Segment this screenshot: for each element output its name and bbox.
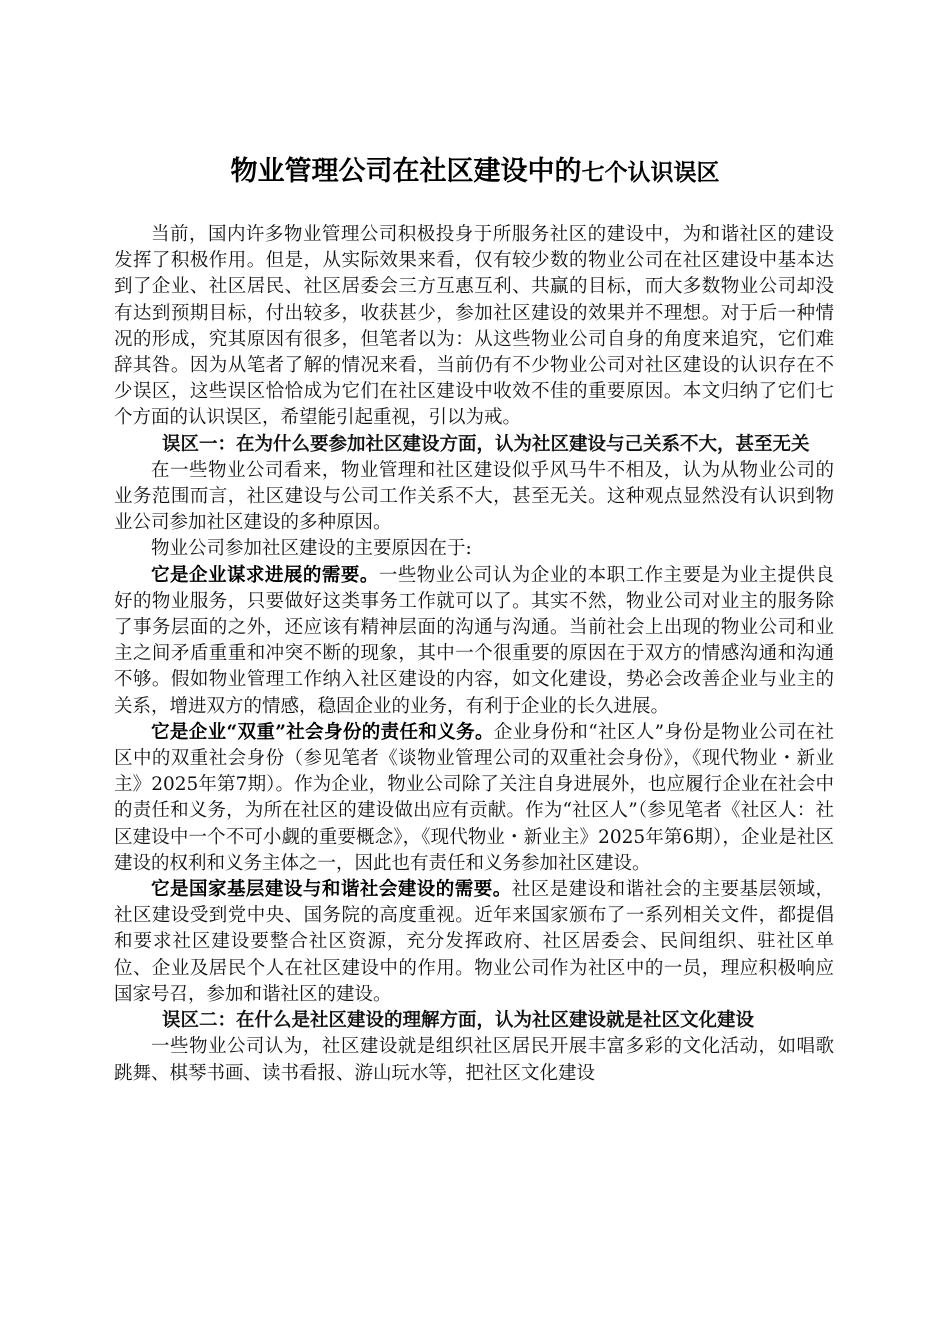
reason-lead-2: 它是企业“双重”社会身份的责任和义务。	[151, 721, 494, 743]
reason-paragraph-1	[114, 563, 834, 720]
paragraph: 在一些物业公司看来，物业管理和社区建设似乎风马牛不相及，认为从物业公司的业务范围而言，社区建设与公司工作关系不大，甚至无关。这种观点显然没有认识到物业公司参加社区建设的多种原因。	[114, 459, 834, 534]
intro-paragraph: 当前，国内许多物业管理公司积极投身于所服务社区的建设中，为和谐社区的建设发挥了积极作用。但是，从实际效果来看，仅有较少数的物业公司在社区建设中基本达到了企业、社区居民、社区居委会三方互惠互利、共赢的目标，而大多数物业公司却没有达到预期目标，付出较多，收获甚少，参加社区建设的效果并不理想。对于后一种情况的形成，究其原因有很多，但笔者以为：从这些物业公司自身的角度来追究，它们难辞其咎。因为从笔者了解的情况来看，当前仍有不少物业公司对社区建设的认识存在不少误区，这些误区恰恰成为它们在社区建设中收效不佳的重要原因。本文归纳了它们七个方面的认识误区，希望能引起重视，引以为戒。	[114, 224, 834, 429]
paragraph: 一些物业公司认为，社区建设就是组织社区居民开展丰富多彩的文化活动，如唱歌跳舞、棋琴书画、读书看报、游山玩水等，把社区文化建设	[114, 1036, 834, 1084]
title-main: 物业管理公司在社区建设中的	[230, 156, 582, 187]
reason-text-3: 社区是建设和谐社会的主要基层领域，社区建设受到党中央、国务院的高度重视。近年来国家颁布了一系列相关文件，都提倡和要求社区建设要整合社区资源，充分发挥政府、社区居委会、民间组织、驻社区单位、企业及居民个人在社区建设中的作用。物业公司作为社区中的一员，理应积极响应国家号召，参加和谐社区的建设。	[114, 879, 834, 1005]
title-tail: 七个认识误区	[581, 159, 720, 186]
reason-lead-3: 它是国家基层建设与和谐社会建设的需要。	[151, 879, 512, 901]
reason-lead-1: 它是企业谋求进展的需要。	[151, 564, 379, 586]
reason-paragraph-3	[114, 877, 834, 1008]
paragraph: 物业公司参加社区建设的主要原因在于:	[151, 538, 472, 560]
reason-text-2: 企业身份和“社区人”身份是物业公司在社区中的双重社会身份（参见笔者《谈物业管理公司的双重社会身份》，《现代物业・新业主》2025年第7期）。作为企业，物业公司除了关注自身进展外，也应履行企业在社会中的责任和义务，为所在社区的建设做出应有贡献。作为“社区人”（参见笔者《社区人：社区建设中一个不可小觑的重要概念》，《现代物业・新业主》2025年第6期），企业是社区建设的权利和义务主体之一，因此也有责任和义务参加社区建设。	[114, 721, 834, 874]
section-heading-1: 误区一：在为什么要参加社区建设方面，认为社区建设与己关系不大，甚至无关	[162, 433, 810, 455]
reason-text-1: 一些物业公司认为企业的本职工作主要是为业主提供良好的物业服务，只要做好这类事务工作就可以了。其实不然，物业公司对业主的服务除了事务层面的之外，还应该有精神层面的沟通与沟通。当前社会上出现的物业公司和业主之间矛盾重重和冲突不断的现象，其中一个很重要的原因在于双方的情感沟通和沟通不够。假如物业管理工作纳入社区建设的内容，如文化建设，势必会改善企业与业主的关系，增进双方的情感，稳固企业的业务，有利于企业的长久进展。	[114, 564, 834, 717]
document-title	[0, 152, 950, 193]
reason-paragraph-2	[114, 720, 834, 877]
document-body	[114, 222, 834, 1087]
section-heading-2: 误区二：在什么是社区建设的理解方面，认为社区建设就是社区文化建设	[162, 1010, 755, 1032]
